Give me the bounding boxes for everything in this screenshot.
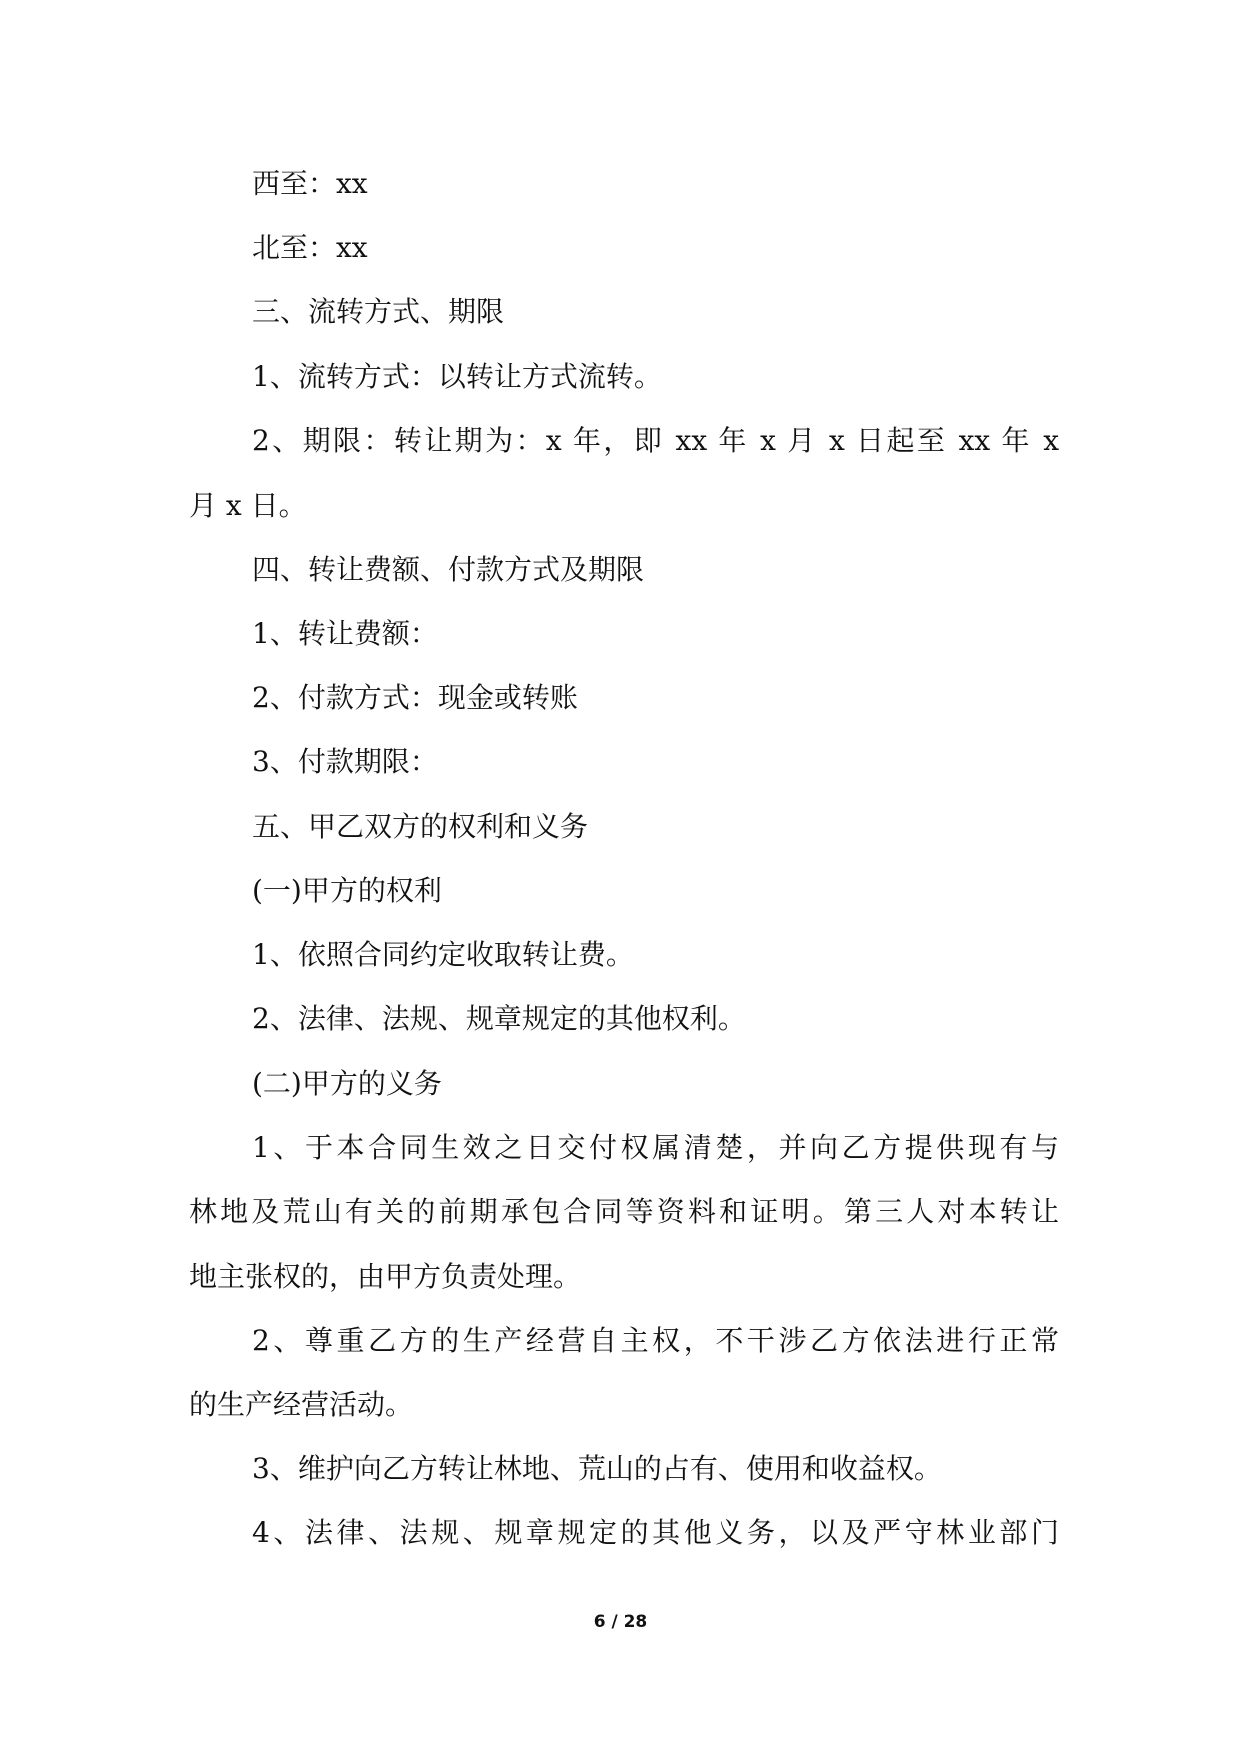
text-line: 2、尊重乙方的生产经营自主权，不干涉乙方依法进行正常 (252, 1324, 1059, 1357)
text-line: 2、期限：转让期为：x 年，即 xx 年 x 月 x 日起至 xx 年 x (252, 424, 1059, 457)
text-line: 1、流转方式：以转让方式流转。 (252, 360, 662, 393)
text-line: 1、转让费额： (252, 617, 438, 650)
text-line: 林地及荒山有关的前期承包合同等资料和证明。第三人对本转让 (189, 1195, 1059, 1228)
text-line: 1、于本合同生效之日交付权属清楚，并向乙方提供现有与 (252, 1131, 1059, 1164)
text-line: 的生产经营活动。 (189, 1388, 414, 1421)
subsection-heading: (一)甲方的权利 (252, 874, 442, 907)
section-heading: 三、流转方式、期限 (252, 295, 505, 328)
text-line: 北至：xx (252, 231, 368, 264)
text-line: 2、法律、法规、规章规定的其他权利。 (252, 1002, 746, 1035)
subsection-heading: (二)甲方的义务 (252, 1067, 442, 1100)
text-line: 月 x 日。 (189, 489, 307, 522)
text-line: 3、付款期限： (252, 745, 438, 778)
text-line: 4、法律、法规、规章规定的其他义务，以及严守林业部门 (252, 1516, 1059, 1549)
text-line: 西至：xx (252, 167, 368, 200)
text-line: 地主张权的，由甲方负责处理。 (189, 1260, 582, 1293)
page-number: 6 / 28 (593, 1612, 648, 1632)
section-heading: 五、甲乙双方的权利和义务 (252, 810, 589, 843)
text-line: 1、依照合同约定收取转让费。 (252, 938, 634, 971)
section-heading: 四、转让费额、付款方式及期限 (252, 553, 645, 586)
text-line: 2、付款方式：现金或转账 (252, 681, 578, 714)
text-line: 3、维护向乙方转让林地、荒山的占有、使用和收益权。 (252, 1452, 942, 1485)
